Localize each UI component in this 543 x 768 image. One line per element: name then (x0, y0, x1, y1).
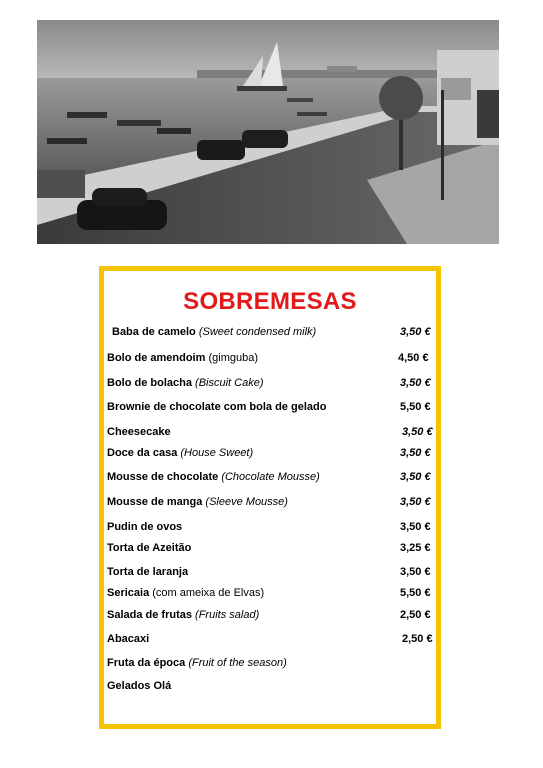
menu-item-name: Torta de laranja (107, 566, 189, 578)
menu-item-price: 5,50 € (400, 401, 431, 413)
menu-item-description: (Sleeve Mousse) (205, 496, 288, 508)
menu-item-name: Mousse de manga (107, 496, 203, 508)
menu-item-price: 3,25 € (400, 542, 431, 554)
menu-item (107, 496, 436, 512)
vintage-harbour-photo (37, 20, 499, 244)
menu-item (107, 521, 436, 537)
menu-item (107, 657, 436, 673)
menu-item-name: Salada de frutas (107, 609, 192, 621)
menu-item-price: 2,50 € (400, 609, 431, 621)
menu-item-description: (Chocolate Mousse) (221, 471, 320, 483)
menu-item-name: Bolo de amendoim (107, 352, 206, 364)
menu-item (107, 401, 436, 417)
menu-item-description: (Fruit of the season) (188, 657, 287, 669)
menu-item-name: Sericaia (107, 587, 150, 599)
menu-item (107, 542, 436, 558)
menu-item-price: 4,50 € (398, 352, 429, 364)
menu-item-description: (Fruits salad) (195, 609, 260, 621)
menu-item (107, 633, 436, 649)
menu-item-price: 3,50 € (400, 496, 431, 508)
menu-item-price: 3,50 € (400, 566, 431, 578)
menu-item-price: 3,50 € (400, 521, 431, 533)
menu-item-name: Gelados Olá (107, 680, 172, 692)
menu-item (107, 680, 436, 696)
menu-item (107, 471, 436, 487)
menu-item-name: Pudin de ovos (107, 521, 183, 533)
menu-item-name: Doce da casa (107, 447, 178, 459)
menu-title: SOBREMESAS (183, 288, 357, 315)
menu-item (107, 609, 436, 625)
menu-item-name: Torta de Azeitão (107, 542, 192, 554)
menu-item-price: 3,50 € (400, 447, 431, 459)
menu-item-name: Baba de camelo (112, 326, 196, 338)
menu-item-description: (Sweet condensed milk) (198, 326, 317, 338)
menu-item-price: 2,50 € (402, 633, 433, 645)
menu-item-description: (Biscuit Cake) (195, 377, 264, 389)
menu-item-name: Bolo de bolacha (107, 377, 192, 389)
menu-item-price: 5,50 € (400, 587, 431, 599)
menu-item-description: (House Sweet) (180, 447, 254, 459)
menu-item (107, 566, 436, 582)
menu-item (107, 587, 436, 603)
menu-item (107, 447, 436, 463)
dessert-menu-card (99, 266, 441, 729)
menu-item-name: Abacaxi (107, 633, 150, 645)
menu-item-price: 3,50 € (400, 377, 431, 389)
menu-item-name: Cheesecake (107, 426, 171, 438)
menu-item-name: Brownie de chocolate com bola de gelado (107, 401, 327, 413)
menu-item (112, 326, 436, 342)
menu-item-name: Mousse de chocolate (107, 471, 219, 483)
menu-item-name: Fruta da época (107, 657, 186, 669)
menu-item-price: 3,50 € (400, 326, 431, 338)
menu-item (107, 377, 436, 393)
menu-item-description: (gimguba) (208, 352, 258, 364)
menu-item (107, 352, 436, 368)
menu-item-price: 3,50 € (402, 426, 433, 438)
menu-item-description: (com ameixa de Elvas) (152, 587, 265, 599)
menu-item-price: 3,50 € (400, 471, 431, 483)
menu-item (107, 426, 436, 442)
